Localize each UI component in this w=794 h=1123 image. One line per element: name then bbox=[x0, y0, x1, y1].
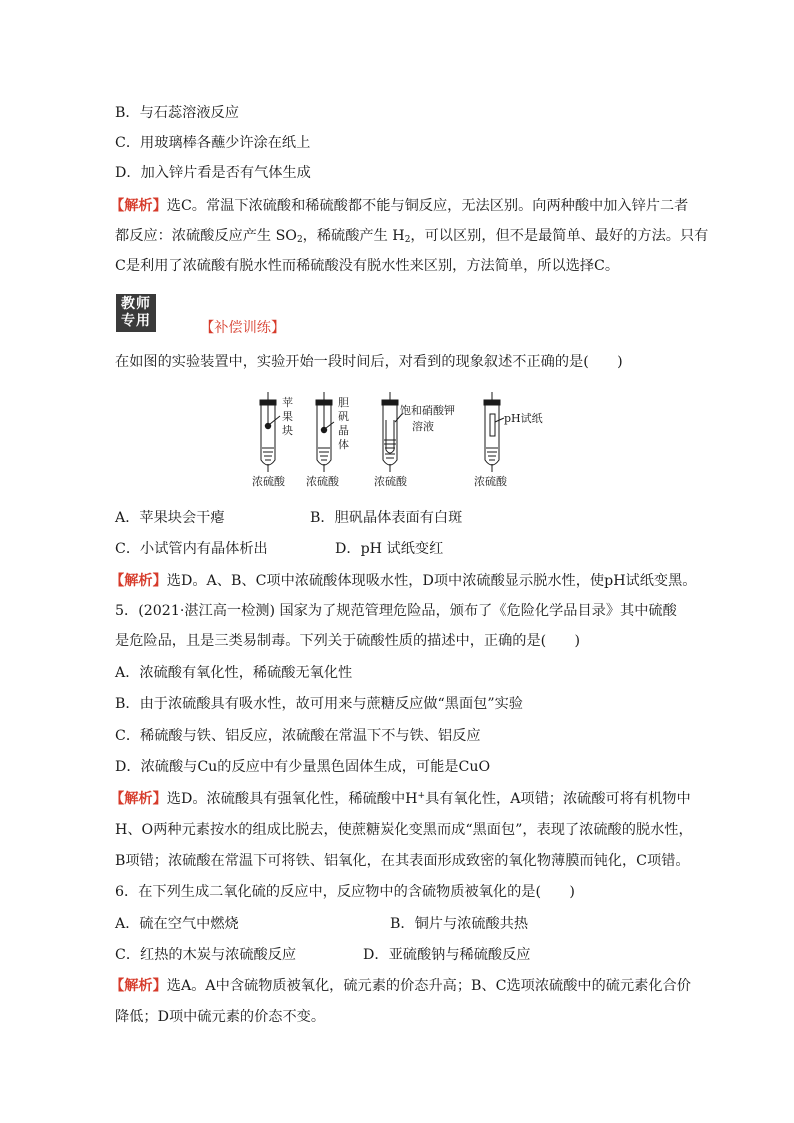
supplement-title: 【补偿训练】 bbox=[200, 320, 286, 336]
superscript: + bbox=[417, 791, 426, 801]
option-c: C．用玻璃棒各蘸少许涂在纸上 bbox=[115, 135, 311, 151]
subscript: 2 bbox=[296, 235, 303, 245]
badge-line: 教师 bbox=[121, 296, 151, 312]
analysis-line: 降低；D项中硫元素的价态不变。 bbox=[115, 1009, 326, 1025]
test-tube-3 bbox=[382, 392, 398, 465]
figure-label: pH试纸 bbox=[504, 412, 543, 425]
analysis-text: ，可以区别，但不是最简单、最好的方法。只有 bbox=[410, 228, 709, 244]
option-d: D．浓硫酸与Cu的反应中有少量黑色固体生成，可能是CuO bbox=[115, 759, 491, 775]
figure-label: 块 bbox=[282, 424, 293, 437]
figure-label: 浓硫酸 bbox=[474, 475, 507, 488]
option-a: A．苹果块会干瘪 bbox=[115, 510, 225, 526]
figure-label: 饱和硝酸钾 bbox=[400, 404, 455, 417]
option-b: B．由于浓硫酸具有吸水性，故可用来与蔗糖反应做“黑面包”实验 bbox=[115, 696, 523, 712]
analysis-text: 具有氧化性，A项错；浓硫酸可将有机物中 bbox=[425, 791, 691, 807]
figure-label: 晶 bbox=[338, 424, 349, 437]
subscript: 2 bbox=[404, 235, 411, 245]
option-d: D．加入锌片看是否有气体生成 bbox=[115, 165, 311, 181]
figure-label: 浓硫酸 bbox=[374, 475, 407, 488]
option-c: C．稀硫酸与铁、铝反应，浓硫酸在常温下不与铁、铝反应 bbox=[115, 728, 481, 744]
figure-label: 胆 bbox=[338, 396, 349, 409]
analysis-line bbox=[110, 976, 691, 996]
option-a: A．浓硫酸有氧化性，稀硫酸无氧化性 bbox=[115, 665, 353, 681]
analysis-text: 选D。浓硫酸具有强氧化性，稀硫酸中H bbox=[166, 791, 418, 807]
figure-label: 矾 bbox=[338, 410, 349, 423]
blue-vitriol-crystal bbox=[321, 427, 327, 433]
analysis-text: 都反应：浓硫酸反应产生 SO bbox=[115, 228, 297, 244]
teacher-only-badge bbox=[116, 294, 156, 332]
analysis-tag: 【解析】 bbox=[110, 198, 167, 214]
figure-label: 浓硫酸 bbox=[252, 475, 285, 488]
question-stem: 5．(2021·湛江高一检测) 国家为了规范管理危险品，颁布了《危险化学品目录》其中硫酸 bbox=[115, 603, 677, 619]
figure-label: 溶液 bbox=[412, 420, 434, 433]
option-b: B．胆矾晶体表面有白斑 bbox=[310, 510, 463, 526]
option-c: C．红热的木炭与浓硫酸反应 bbox=[115, 947, 297, 963]
analysis-text: ，稀硫酸产生 H bbox=[302, 228, 405, 244]
badge-line: 专用 bbox=[121, 313, 151, 329]
analysis-line bbox=[115, 226, 708, 246]
analysis-text: 选A。A中含硫物质被氧化，硫元素的价态升高；B、C选项浓硫酸中的硫元素化合价 bbox=[166, 978, 691, 994]
test-tube-4 bbox=[484, 392, 500, 465]
option-b: B．与石蕊溶液反应 bbox=[115, 105, 239, 121]
analysis-tag: 【解析】 bbox=[110, 978, 167, 994]
analysis-line: C是利用了浓硫酸有脱水性而稀硫酸没有脱水性来区别，方法简单，所以选择C。 bbox=[115, 258, 620, 274]
figure-label: 果 bbox=[282, 410, 293, 423]
analysis-tag: 【解析】 bbox=[110, 791, 167, 807]
analysis-line bbox=[110, 196, 688, 216]
question-stem: 是危险品，且是三类易制毒。下列关于硫酸性质的描述中，正确的是( ) bbox=[115, 633, 581, 649]
apple-piece bbox=[265, 423, 271, 429]
option-c: C．小试管内有晶体析出 bbox=[115, 541, 268, 557]
apparatus-figure bbox=[240, 392, 570, 492]
option-d: D．亚硫酸钠与稀硫酸反应 bbox=[363, 947, 531, 963]
analysis-text: 选D。A、B、C项中浓硫酸体现吸水性，D项中浓硫酸显示脱水性，使pH试纸变黑。 bbox=[166, 573, 697, 589]
analysis-line: B项错；浓硫酸在常温下可将铁、铝氧化，在其表面形成致密的氧化物薄膜而钝化，C项错。 bbox=[115, 853, 690, 869]
figure-label: 苹 bbox=[282, 396, 293, 409]
analysis-line: H、O两种元素按水的组成比脱去，使蔗糖炭化变黑而成“黑面包”，表现了浓硫酸的脱水性， bbox=[115, 822, 693, 838]
option-d: D．pH 试纸变红 bbox=[335, 541, 444, 557]
analysis-line bbox=[110, 571, 697, 591]
question-stem: 在如图的实验装置中，实验开始一段时间后，对看到的现象叙述不正确的是( ) bbox=[115, 354, 623, 370]
analysis-line bbox=[110, 789, 691, 809]
figure-label: 体 bbox=[338, 438, 349, 451]
figure-label: 浓硫酸 bbox=[306, 475, 339, 488]
option-a: A．硫在空气中燃烧 bbox=[115, 916, 239, 932]
analysis-text: 选C。常温下浓硫酸和稀硫酸都不能与铜反应，无法区别。向两种酸中加入锌片二者 bbox=[166, 198, 689, 214]
analysis-tag: 【解析】 bbox=[110, 573, 167, 589]
option-b: B．铜片与浓硫酸共热 bbox=[390, 916, 529, 932]
question-stem: 6．在下列生成二氧化硫的反应中，反应物中的含硫物质被氧化的是( ) bbox=[115, 884, 575, 900]
